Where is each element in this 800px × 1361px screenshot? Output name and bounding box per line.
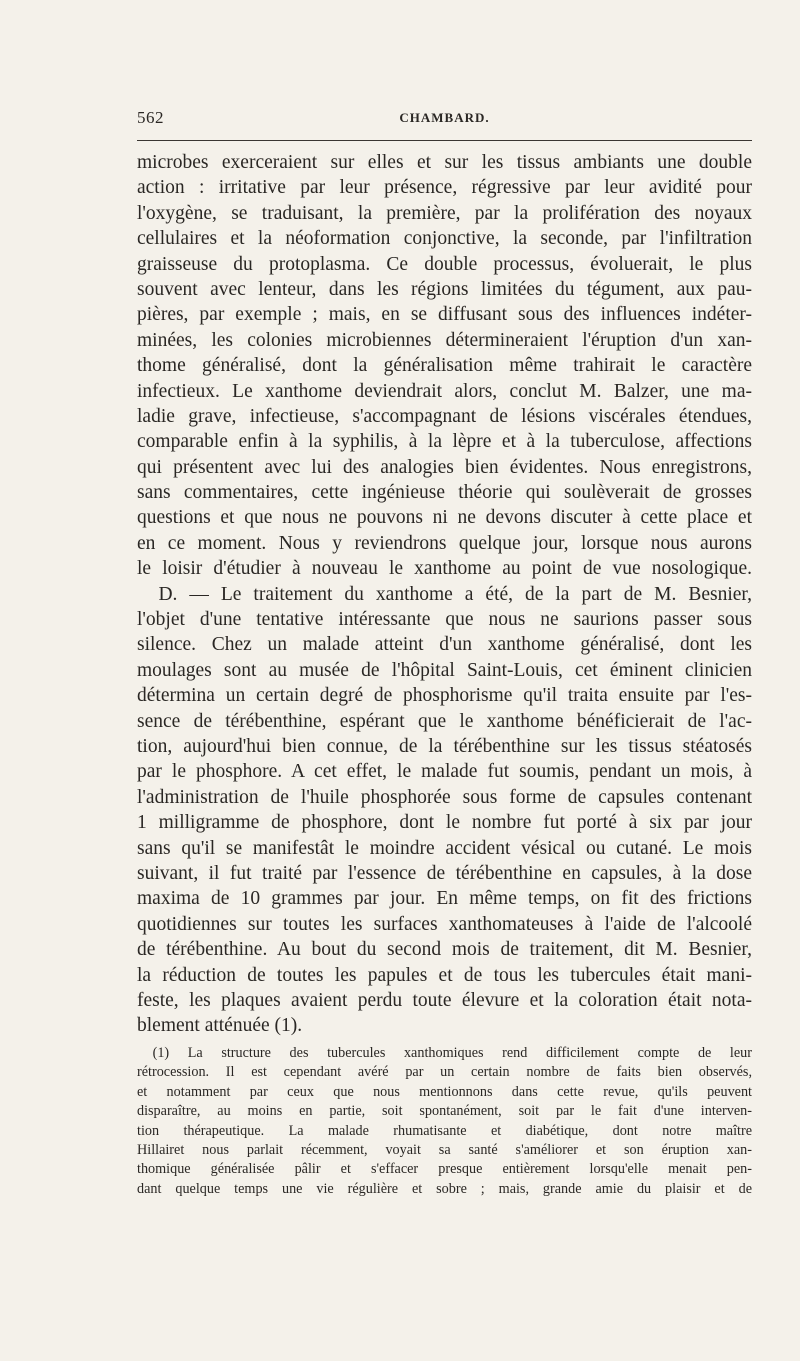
footnote-line: thomique généralisée pâlir et s'effacer presque entièrement lorsqu'elle menait pen- — [137, 1161, 752, 1178]
text-line: l'oxygène, se traduisant, la première, par la prolifération des noyaux — [137, 202, 752, 224]
text-line: sence de térébenthine, espérant que le xanthome bénéficierait de l'ac- — [137, 710, 752, 732]
footnotes — [137, 1044, 752, 1199]
text-line: 1 milligramme de phosphore, dont le nombre fut porté à six par jour — [137, 812, 752, 834]
text-line: ladie grave, infectieuse, s'accompagnant de lésions viscérales étendues, — [137, 405, 752, 427]
text-line: infectieux. Le xanthome deviendrait alors, conclut M. Balzer, une ma- — [137, 380, 752, 402]
footnote-line: dant quelque temps une vie régulière et sobre ; mais, grande amie du plaisir et de — [137, 1180, 752, 1197]
text-line: qui présentent avec lui des analogies bien évidentes. Nous enregistrons, — [137, 456, 752, 478]
page-header — [137, 108, 752, 130]
text-line: thome généralisé, dont la généralisation même trahirait le caractère — [137, 355, 752, 377]
footnote-line: tion thérapeutique. La malade rhumatisante et diabétique, dont notre maître — [137, 1122, 752, 1139]
text-line: minées, les colonies microbiennes détermineraient l'éruption d'un xan- — [137, 329, 752, 351]
text-line: graisseuse du protoplasma. Ce double processus, évoluerait, le plus — [137, 253, 752, 275]
text-line: maxima de 10 grammes par jour. En même temps, on fit des frictions — [137, 888, 752, 910]
text-line: tion, aujourd'hui bien connue, de la térébenthine sur les tissus stéatosés — [137, 735, 752, 757]
text-line: sans commentaires, cette ingénieuse théorie qui soulèverait de grosses — [137, 482, 752, 504]
text-line: action : irritative par leur présence, régressive par leur avidité pour — [137, 177, 752, 199]
text-line: feste, les plaques avaient perdu toute élevure et la coloration était nota- — [137, 989, 752, 1011]
text-line: microbes exerceraient sur elles et sur les tissus ambiants une double — [137, 152, 752, 173]
page-number: 562 — [137, 108, 164, 127]
footnote-line: et notamment par ceux que nous mentionnons dans cette revue, qu'ils peuvent — [137, 1083, 752, 1100]
text-line: sans qu'il se manifestât le moindre accident vésical ou cutané. Le mois — [137, 837, 752, 859]
text-line: détermina un certain degré de phosphorisme qu'il traita ensuite par l'es- — [137, 685, 752, 707]
text-line: cellulaires et la néoformation conjonctive, la seconde, par l'infiltration — [137, 228, 752, 250]
main-text — [137, 150, 752, 1039]
text-line: quotidiennes sur toutes les surfaces xanthomateuses à l'aide de l'alcoolé — [137, 913, 752, 935]
text-line: silence. Chez un malade atteint d'un xanthome généralisé, dont les — [137, 634, 752, 656]
header-rule — [137, 140, 752, 141]
text-line: l'objet d'une tentative intéressante que nous ne saurions passer sous — [137, 609, 752, 631]
text-line: pières, par exemple ; mais, en se diffusant sous des influences indéter- — [137, 304, 752, 326]
footnote-line: Hillairet nous parlait récemment, voyait sa santé s'améliorer et son éruption xan- — [137, 1141, 752, 1158]
text-line: l'administration de l'huile phosphorée sous forme de capsules contenant — [137, 786, 752, 808]
text-line: moulages sont au musée de l'hôpital Saint-Louis, cet éminent clinicien — [137, 659, 752, 681]
text-line: suivant, il fut traité par l'essence de térébenthine en capsules, à la dose — [137, 862, 752, 884]
text-line: en ce moment. Nous y reviendrons quelque jour, lorsque nous aurons — [137, 532, 752, 554]
text-line: le loisir d'étudier à nouveau le xanthome au point de vue nosologique. — [137, 558, 752, 580]
running-head: CHAMBARD. — [399, 110, 490, 125]
text-line: blement atténuée (1). — [137, 1015, 303, 1037]
text-line: la réduction de toutes les papules et de tous les tubercules était mani- — [137, 964, 752, 986]
text-line: D. — Le traitement du xanthome a été, de la part de M. Besnier, — [158, 583, 752, 605]
text-line: comparable enfin à la syphilis, à la lèpre et à la tuberculose, affections — [137, 431, 752, 453]
text-line: souvent avec lenteur, dans les régions limitées du tégument, aux pau- — [137, 278, 752, 300]
footnote-line: disparaître, au moins en partie, soit spontanément, soit par le fait d'une interven- — [137, 1103, 752, 1120]
footnote-line: rétrocession. Il est cependant avéré par un certain nombre de faits bien observés, — [137, 1064, 752, 1081]
text-line: de térébenthine. Au bout du second mois de traitement, dit M. Besnier, — [137, 939, 752, 961]
footnote-line: (1) La structure des tubercules xanthomiques rend difficilement compte de leur — [152, 1045, 752, 1061]
text-line: questions et que nous ne pouvons ni ne devons discuter à cette place et — [137, 507, 752, 529]
text-line: par le phosphore. A cet effet, le malade fut soumis, pendant un mois, à — [137, 761, 752, 783]
